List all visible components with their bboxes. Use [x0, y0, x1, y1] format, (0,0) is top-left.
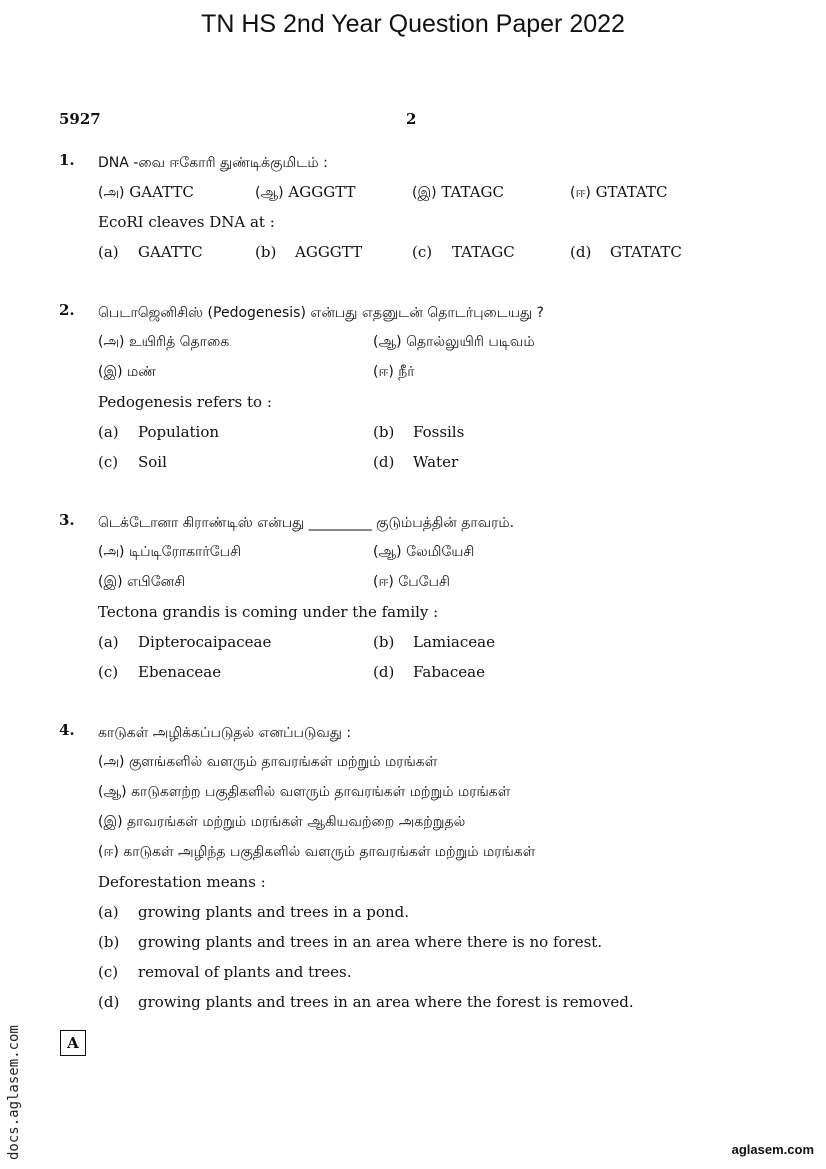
question-english-text: EcoRI cleaves DNA at :	[98, 213, 275, 231]
option: (b) AGGGTT	[255, 243, 363, 261]
option: (b) Fossils	[373, 423, 465, 441]
option: (d) growing plants and trees in an area where the forest is removed.	[98, 993, 634, 1011]
option: (அ) குளங்களில் வளரும் தாவரங்கள் மற்றும் மரங்கள்	[98, 754, 438, 770]
option: (இ) எபினேசி	[98, 574, 186, 590]
option: (இ) TATAGC	[412, 183, 505, 201]
footer-watermark: aglasem.com	[731, 1142, 814, 1157]
option: (b) Lamiaceae	[373, 633, 495, 651]
option: (d) GTATATC	[570, 243, 682, 261]
question-tamil-text: காடுகள் அழிக்கப்படுதல் எனப்படுவது :	[98, 725, 352, 741]
option: (d) Fabaceae	[373, 663, 485, 681]
page-number: 2	[406, 110, 417, 128]
page-box-label: A	[60, 1030, 86, 1056]
option: (இ) மண்	[98, 364, 157, 380]
page-title: TN HS 2nd Year Question Paper 2022	[201, 10, 625, 38]
question-number: 4.	[59, 721, 75, 739]
question-number: 2.	[59, 301, 75, 319]
option: (b) growing plants and trees in an area where there is no forest.	[98, 933, 603, 951]
side-watermark: docs.aglasem.com	[6, 1025, 22, 1160]
option: (c) TATAGC	[412, 243, 515, 261]
option: (a) GAATTC	[98, 243, 203, 261]
option: (c) removal of plants and trees.	[98, 963, 352, 981]
option: (a) Population	[98, 423, 220, 441]
question-tamil-text: DNA -வை ஈகோரி துண்டிக்குமிடம் :	[98, 155, 328, 171]
option: (ஆ) காடுகளற்ற பகுதிகளில் வளரும் தாவரங்கள் மற்றும் மரங்கள்	[98, 784, 511, 800]
question-english-text: Tectona grandis is coming under the family :	[98, 603, 439, 621]
option: (c) Ebenaceae	[98, 663, 222, 681]
option: (ஆ) லேமியேசி	[373, 544, 475, 560]
question-number: 1.	[59, 151, 75, 169]
option: (அ) உயிரித் தொகை	[98, 334, 230, 350]
option: (ஈ) காடுகள் அழிந்த பகுதிகளில் வளரும் தாவரங்கள் மற்றும் மரங்கள்	[98, 844, 536, 860]
question-english-text: Pedogenesis refers to :	[98, 393, 272, 411]
option: (அ) டிப்டிரோகார்பேசி	[98, 544, 242, 560]
option: (இ) தாவரங்கள் மற்றும் மரங்கள் ஆகியவற்றை அகற்றுதல்	[98, 814, 466, 830]
option: (d) Water	[373, 453, 459, 471]
option: (a) growing plants and trees in a pond.	[98, 903, 409, 921]
option: (அ) GAATTC	[98, 183, 194, 201]
paper-code: 5927	[59, 110, 101, 128]
option: (ஆ) தொல்லுயிரி படிவம்	[373, 334, 535, 350]
question-tamil-text: டெக்டோனா கிராண்டிஸ் என்பது _________ குடும்பத்தின் தாவரம்.	[98, 515, 515, 531]
option: (ஈ) பேபேசி	[373, 574, 450, 590]
option: (c) Soil	[98, 453, 167, 471]
question-tamil-text: பெடாஜெனிசிஸ் (Pedogenesis) என்பது எதனுடன் தொடர்புடையது ?	[98, 305, 544, 321]
question-english-text: Deforestation means :	[98, 873, 266, 891]
option: (ஈ) GTATATC	[570, 183, 668, 201]
option: (a) Dipterocaipaceae	[98, 633, 272, 651]
option: (ஆ) AGGGTT	[255, 183, 356, 201]
question-number: 3.	[59, 511, 75, 529]
option: (ஈ) நீர்	[373, 364, 415, 380]
